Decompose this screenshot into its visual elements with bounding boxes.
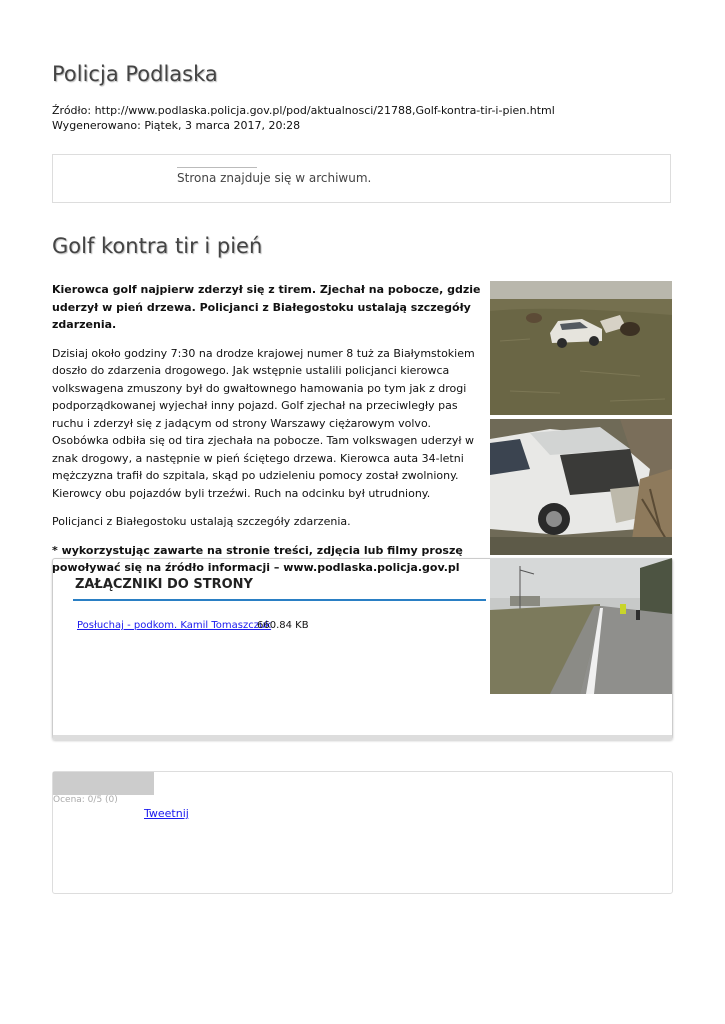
photo-road-scene[interactable]	[490, 558, 672, 694]
photo-damaged-car[interactable]	[490, 419, 672, 555]
attachments-divider	[73, 599, 486, 601]
article-paragraph: Policjanci z Białegostoku ustalają szczegóły zdarzenia.	[52, 515, 351, 528]
archive-text: Strona znajduje się w archiwum.	[177, 171, 372, 185]
archive-divider	[177, 167, 257, 168]
site-title: Policja Podlaska	[52, 62, 218, 86]
rating-panel	[52, 771, 673, 894]
page-meta	[52, 103, 555, 133]
article-body	[52, 281, 484, 588]
attachment-size: 660.84 KB	[257, 620, 309, 631]
archive-notice	[52, 154, 671, 203]
article-paragraph: Dzisiaj około godziny 7:30 na drodze krajowej numer 8 tuż za Białymstokiem doszło do zdarzenia drogowego. Jak wstępnie ustalili policjanci kierowca volkswagena zmuszony był do gwałtownego hamowania po tym jak z drogi podporządkowanej wyjechał inny pojazd. Golf zjechał na przeciwległy pas ruchu i zderzył się z jadącym od strony Warszawy ciężarowym volvo. Osobówka odbiła się od tira zjechała na pobocze. Tam volkswagen uderzył w znak drogowy, a następnie w pień ściętego drzewa. Kierowca auta 34-letni mężczyzna trafił do szpitala, skąd po udzieleniu pomocy został zwolniony. Kierowcy obu pojazdów byli trzeźwi. Ruch na odcinku był utrudniony.	[52, 346, 475, 500]
article-lead: Kierowca golf najpierw zderzył się z tirem. Zjechał na pobocze, gdzie uderzył w pień drzewa. Policjanci z Białegostoku ustalają szczegóły zdarzenia.	[52, 283, 481, 331]
copyright-notice: * wykorzystując zawarte na stronie treści, zdjęcia lub filmy proszę powoływać się na źródło informacji – www.podlaska.policja.gov.pl	[52, 543, 463, 574]
source-url: Źródło: http://www.podlaska.policja.gov.pl/pod/aktualnosci/21788,Golf-kontra-tir-i-pien.html	[52, 104, 555, 117]
attachment-link[interactable]: Posłuchaj - podkom. Kamil Tomaszczuk	[77, 620, 272, 631]
attachments-heading: ZAŁĄCZNIKI DO STRONY	[75, 577, 253, 592]
generated-date: Wygenerowano: Piątek, 3 marca 2017, 20:28	[52, 119, 301, 132]
article-title: Golf kontra tir i pień	[52, 234, 263, 258]
rating-stars-bar[interactable]	[53, 772, 154, 795]
tweet-link[interactable]: Tweetnij	[144, 807, 189, 820]
photo-car-in-field[interactable]	[490, 281, 672, 415]
rating-text: Ocena: 0/5 (0)	[53, 795, 118, 805]
